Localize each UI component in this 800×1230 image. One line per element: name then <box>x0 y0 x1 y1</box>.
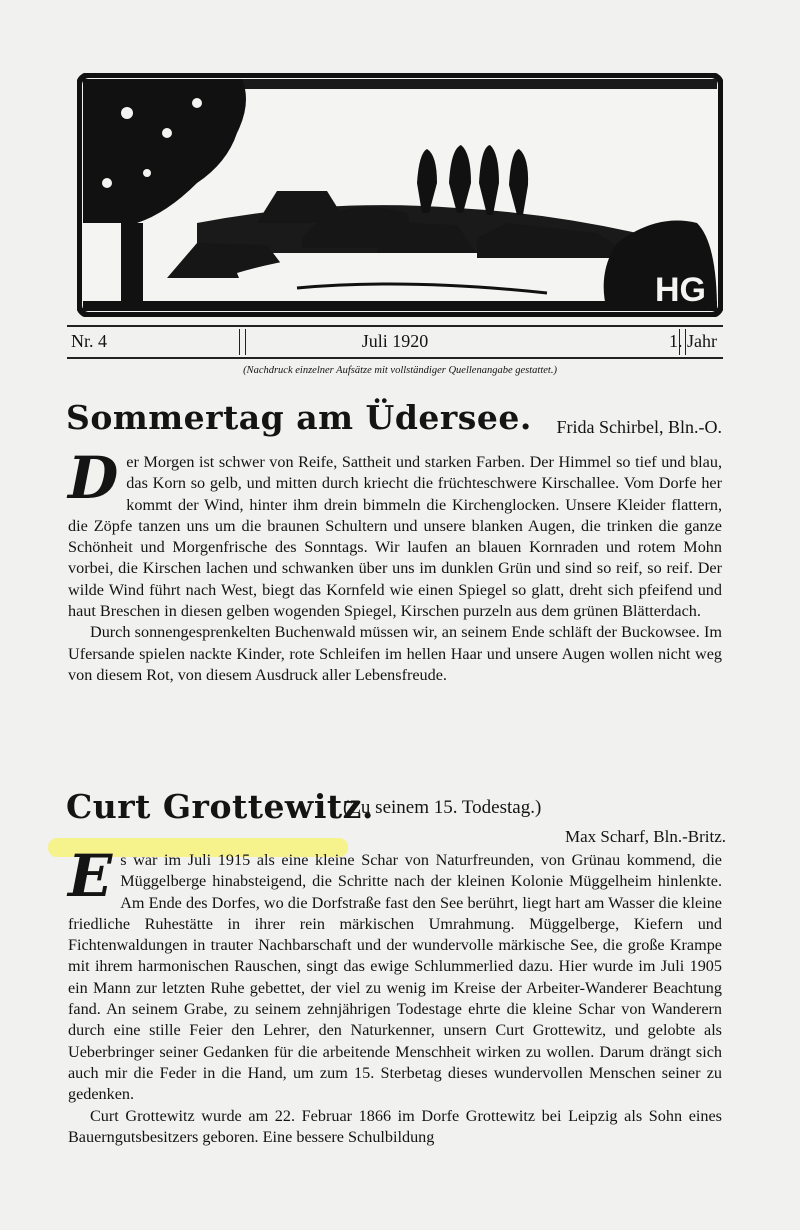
article-subtitle: (Zu seinem 15. Todestag.) <box>343 797 542 818</box>
woodcut-landscape-illustration <box>77 73 723 317</box>
paragraph-text: er Morgen ist schwer von Reife, Sattheit und starken Farben. Der Himmel so tief und blau, das Korn so gelb, und mitten durch kriecht die früchteschwere Kirschallee. Vom Dorfe her kommt der Wind, hinter ihm drein bimmeln die Kirchenglocken. Unsere Kleider flattern, die Zöpfe tanzen uns um die braunen Schultern und unsere blanken Augen, die trinken die ganze Schönheit und Morgenfrische des Sonntags. Wir laufen an blauen Kornraden und rotem Mohn vorbei, die Kirschen lachen und schwanken über uns im dunklen Grün und sind so reif, so reif. Der wilde Wind führt nach West, biegt das Kornfeld wie einen Spiegel so glatt, dreht sich pfeifend und haut Breschen in diesen gelben wogenden Spiegel, Kirschen purzeln aus dem grünen Blätterdach. <box>68 453 722 621</box>
paragraph-text: s war im Juli 1915 als eine kleine Schar von Naturfreunden, von Grünau kommend, die Müggelberge hinabsteigend, die Schritte nach der kleinen Kolonie Müggelheim hinlenkte. Am Ende des Dorfes, wo die Dorfstraße fast den See berührt, liegt hart am Wasser die kleine friedliche Ruhestätte in ihrer rein märkischen Umrahmung. Müggelberge, Kiefern und Fichtenwaldungen in trauter Nachbarschaft und der wundervolle märkische See, die große Krampe mit ihrem harmonischen Rauschen, singt das ewige Schlummerlied dazu. Hier wurde im Juli 1905 ein Mann zur letzten Ruhe gebettet, der viel zu wenig im Kreise der Arbeiter-Wanderer Beachtung fand. An seinem Grabe, zu seinem zehnjährigen Todestage ehrte die kleine Schar von Wanderern durch eine stille Feier den Lehrer, den Naturkenner, unsern Curt Grottewitz, und gelobte als Ueberbringer seiner Gedanken für die arbeitende Menschheit wirken zu wollen. Darum drängt sich auch mir die Feder in die Hand, um zum 15. Sterbetag dieses wundervollen Menschen seiner zu gedenken. <box>68 851 722 1104</box>
issue-header-bar <box>67 325 723 359</box>
article-title: Sommertag am Üdersee. <box>66 398 532 437</box>
paragraph: Durch sonnengesprenkelten Buchenwald müssen wir, an seinem Ende schläft der Buckowsee. Im Ufersande spielen nackte Kinder, rote Schleifen im hellen Haar und unsere Augen wollen nicht weg von diesem Rot, von diesem Ausdruck aller Lebensfreude. <box>68 623 722 684</box>
reprint-note: (Nachdruck einzelner Aufsätze mit vollständiger Quellenangabe gestattet.) <box>243 365 557 376</box>
issue-number: Nr. 4 <box>71 331 107 351</box>
volume-year: 1. Jahr <box>669 331 717 351</box>
issue-date: Juli 1920 <box>361 331 429 351</box>
drop-cap: D <box>68 444 119 512</box>
paragraph: Curt Grottewitz wurde am 22. Februar 1866 im Dorfe Grottewitz bei Leipzig als Sohn eines Bauerngutsbesitzers geboren. Eine bessere Schulbildung <box>68 1106 722 1146</box>
article-body <box>68 444 722 686</box>
woodcut-svg <box>77 73 723 317</box>
monogram: HG <box>655 271 706 309</box>
article-author: Max Scharf, Bln.-Britz. <box>565 827 726 846</box>
article-title: Curt Grottewitz. <box>66 787 374 826</box>
paragraph <box>68 842 722 1106</box>
paragraph <box>68 444 722 622</box>
article-body <box>68 842 722 1148</box>
drop-cap: E <box>68 842 113 910</box>
article-author: Frida Schirbel, Bln.-O. <box>556 417 722 437</box>
